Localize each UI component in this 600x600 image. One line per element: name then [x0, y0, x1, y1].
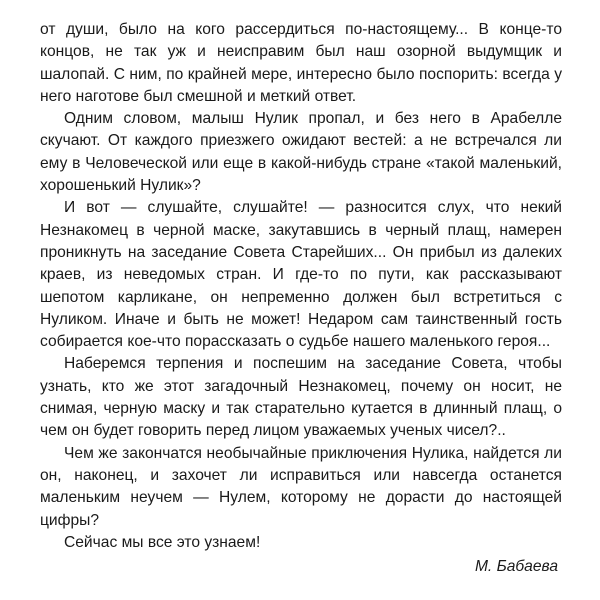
paragraph-3: И вот — слушайте, слушайте! — разносится слух, что некий Незнакомец в черной маске, закутавшись в черный плащ, намерен проникнуть на заседание Совета Старейших... Он прибыл из далеких краев, из неведомых стран. И где-то по пути, как рассказывают шепотом карликане, он непременно должен был встретиться с Нуликом. Иначе и быть не может! Недаром сам таинственный гость собирается кое-что порассказать о судьбе нашего маленького героя...	[40, 199, 562, 351]
paragraph-1: от души, было на кого рассердиться по-настоящему... В конце-то концов, не так уж и неисправим был наш озорной выдумщик и шалопай. С ним, по крайней мере, интересно было поспорить: всегда у него наготове был смешной и меткий ответ.	[40, 21, 562, 105]
paragraph-4: Наберемся терпения и поспешим на заседание Совета, чтобы узнать, кто же этот загадочный Незнакомец, почему он носит, не снимая, черную маску и так старательно кутается в длинный плащ, о чем он будет говорить перед лицом уважаемых ученых чисел?..	[40, 355, 562, 440]
paragraph-2: Одним словом, малыш Нулик пропал, и без него в Арабелле скучают. От каждого приезжего ожидают вестей: а не встречался ли ему в Человеческой или еще в какой-нибудь стране «такой маленький, хорошенький Нулик»?	[40, 110, 562, 195]
document-page	[40, 19, 562, 578]
paragraph-5: Чем же закончатся необычайные приключения Нулика, найдется ли он, наконец, и захочет ли исправиться или навсегда останется маленьким неучем — Нулем, которому не дорасти до настоящей цифры?	[40, 444, 562, 529]
author-signature: М. Бабаева	[474, 558, 558, 576]
paragraph-6: Сейчас мы все это узнаем!	[64, 533, 261, 551]
